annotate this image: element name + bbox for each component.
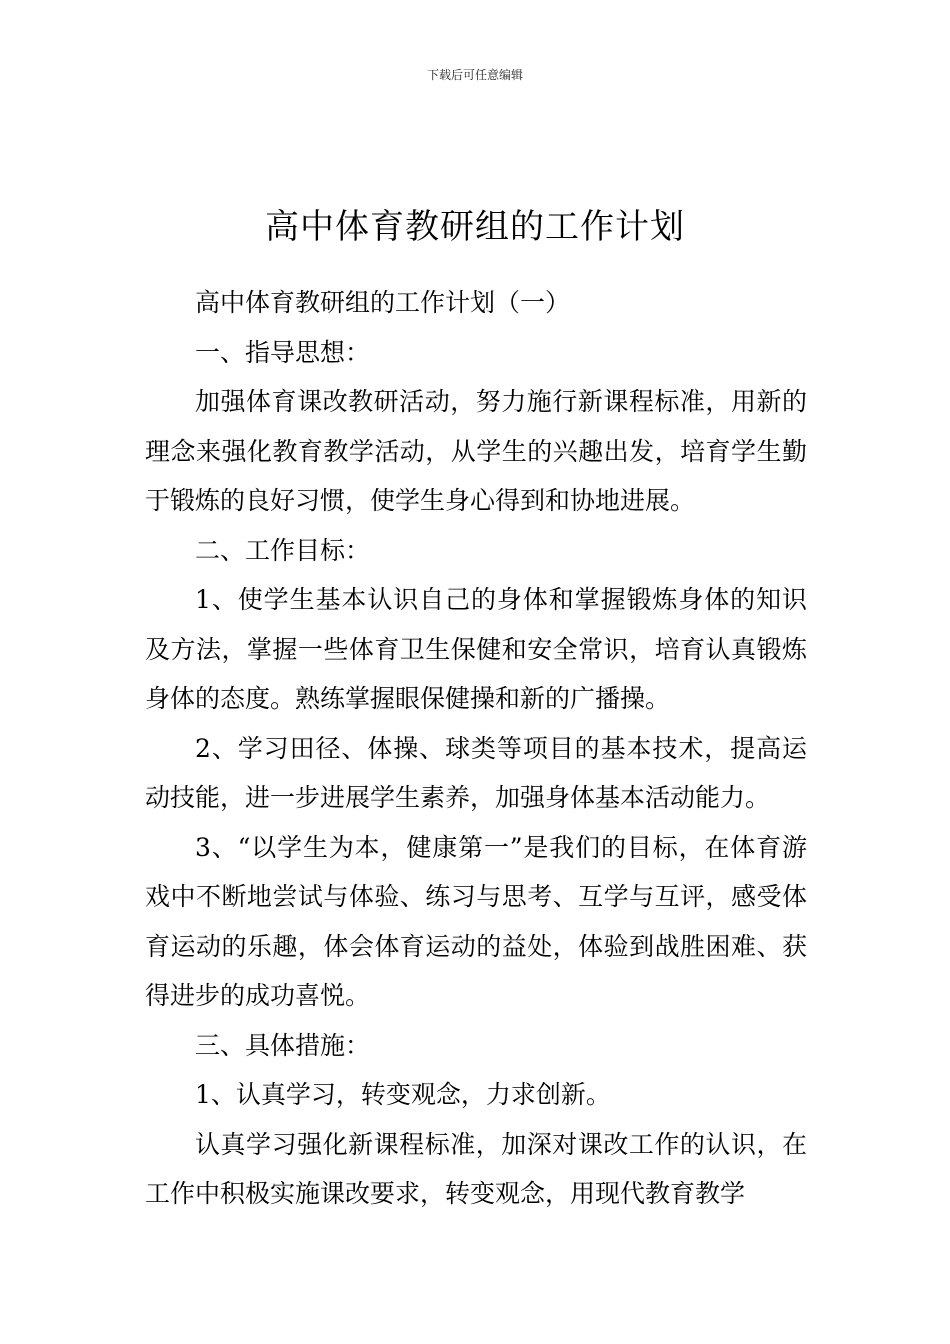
paragraph: 1、使学生基本认识自己的身体和掌握锻炼身体的知识及方法，掌握一些体育卫生保健和安全常识，培育认真锻炼身体的态度。熟练掌握眼保健操和新的广播操。 xyxy=(145,585,807,713)
document-title: 高中体育教研组的工作计划 xyxy=(265,206,685,247)
section-subtitle: 高中体育教研组的工作计划（一） xyxy=(195,288,571,317)
paragraph: 加强体育课改教研活动，努力施行新课程标准，用新的理念来强化教育教学活动，从学生的兴趣出发，培育学生勤于锻炼的良好习惯，使学生身心得到和协地进展。 xyxy=(145,387,807,515)
document-body xyxy=(145,278,807,1219)
paragraph: 1、认真学习，转变观念，力求创新。 xyxy=(195,1080,611,1109)
paragraph: 2、学习田径、体操、球类等项目的基本技术，提高运动技能，进一步进展学生素养，加强身体基本活动能力。 xyxy=(145,733,807,812)
section-heading-work-goals: 二、工作目标： xyxy=(195,535,371,565)
paragraph: 认真学习强化新课程标准，加深对课改工作的认识，在工作中积极实施课改要求，转变观念，用现代教育教学 xyxy=(145,1129,807,1208)
paragraph: 3、“以学生为本，健康第一”是我们的目标，在体育游戏中不断地尝试与体验、练习与思考、互学与互评，感受体育运动的乐趣，体会体育运动的益处，体验到战胜困难、获得进步的成功喜悦。 xyxy=(145,832,807,1010)
section-heading-guiding-idea: 一、指导思想： xyxy=(195,337,371,367)
section-heading-measures: 三、具体措施： xyxy=(195,1030,371,1060)
header-note: 下载后可任意编辑 xyxy=(426,68,523,82)
